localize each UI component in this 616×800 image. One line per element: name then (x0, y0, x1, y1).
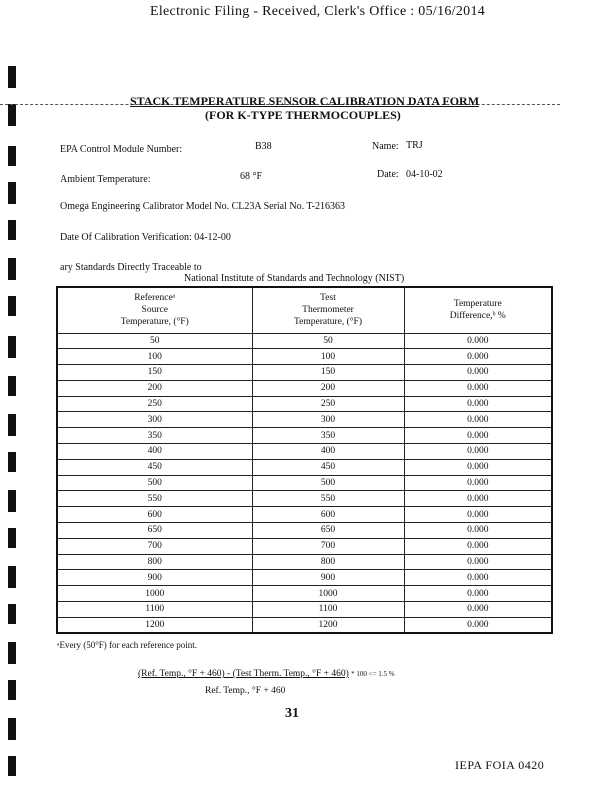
difference-cell: 0.000 (404, 365, 552, 381)
difference-cell: 0.000 (404, 380, 552, 396)
header-line: Temperature, (°F) (120, 317, 189, 328)
test-temperature-cell: 300 (252, 412, 404, 428)
reference-temperature-cell: 1100 (57, 602, 252, 618)
header-line: Difference,ᵇ % (449, 311, 506, 322)
test-temperature-cell: 100 (252, 349, 404, 365)
test-temperature-cell: 450 (252, 459, 404, 475)
reference-temperature-cell: 1200 (57, 617, 252, 633)
reference-temperature-cell: 900 (57, 570, 252, 586)
table-row (57, 396, 552, 412)
binding-mark (8, 718, 16, 740)
difference-cell: 0.000 (404, 523, 552, 539)
header-line: Thermometer (302, 305, 354, 316)
reference-temperature-cell: 150 (57, 365, 252, 381)
module-number-label: EPA Control Module Number: (60, 144, 183, 155)
test-temperature-cell: 500 (252, 475, 404, 491)
date-value: 04-10-02 (406, 169, 443, 180)
verification-date: Date Of Calibration Verification: 04-12-00 (60, 232, 231, 243)
binding-mark (8, 146, 16, 166)
reference-temperature-cell: 1000 (57, 586, 252, 602)
reference-temperature-cell: 400 (57, 444, 252, 460)
table-row (57, 602, 552, 618)
form-subtitle: (FOR K-TYPE THERMOCOUPLES) (205, 108, 401, 122)
reference-temperature-header (57, 287, 252, 333)
binding-mark (8, 756, 16, 776)
reference-temperature-cell: 350 (57, 428, 252, 444)
reference-temperature-cell: 50 (57, 333, 252, 349)
reference-temperature-cell: 700 (57, 538, 252, 554)
table-row (57, 538, 552, 554)
test-temperature-cell: 1000 (252, 586, 404, 602)
table-row (57, 617, 552, 633)
footnote: ᵃEvery (50°F) for each reference point. (57, 640, 197, 650)
test-temperature-cell: 350 (252, 428, 404, 444)
formula-numerator (138, 669, 395, 679)
table-row (57, 491, 552, 507)
difference-header (404, 287, 552, 333)
difference-cell: 0.000 (404, 475, 552, 491)
difference-cell: 0.000 (404, 444, 552, 460)
test-temperature-cell: 400 (252, 444, 404, 460)
binding-mark (8, 220, 16, 240)
header-line: Test (320, 293, 336, 304)
filing-stamp: Electronic Filing - Received, Clerk's Office : 05/16/2014 (150, 4, 486, 19)
test-temperature-cell: 250 (252, 396, 404, 412)
difference-cell: 0.000 (404, 554, 552, 570)
table-row (57, 523, 552, 539)
footer-id: IEPA FOIA 0420 (455, 758, 545, 772)
table-row (57, 459, 552, 475)
reference-temperature-cell: 250 (57, 396, 252, 412)
table-row (57, 412, 552, 428)
page-number: 31 (285, 706, 299, 721)
test-temperature-cell: 900 (252, 570, 404, 586)
test-temperature-cell: 650 (252, 523, 404, 539)
difference-cell: 0.000 (404, 396, 552, 412)
difference-cell: 0.000 (404, 412, 552, 428)
difference-cell: 0.000 (404, 459, 552, 475)
table-row (57, 380, 552, 396)
test-temperature-cell: 50 (252, 333, 404, 349)
reference-temperature-cell: 450 (57, 459, 252, 475)
difference-cell: 0.000 (404, 491, 552, 507)
reference-temperature-cell: 300 (57, 412, 252, 428)
test-temperature-cell: 800 (252, 554, 404, 570)
formula-denominator: Ref. Temp., °F + 460 (205, 686, 286, 696)
binding-mark (8, 490, 16, 512)
binding-mark (8, 104, 16, 126)
reference-temperature-cell: 100 (57, 349, 252, 365)
traceable-line-1: ary Standards Directly Traceable to (60, 262, 202, 273)
binding-mark (8, 336, 16, 358)
reference-temperature-cell: 550 (57, 491, 252, 507)
table-header-row (57, 287, 552, 333)
header-line: Temperature, (°F) (293, 317, 363, 328)
difference-cell: 0.000 (404, 602, 552, 618)
difference-cell: 0.000 (404, 507, 552, 523)
table-row (57, 428, 552, 444)
binding-mark (8, 566, 16, 588)
difference-cell: 0.000 (404, 570, 552, 586)
name-value: TRJ (406, 140, 423, 151)
difference-cell: 0.000 (404, 586, 552, 602)
difference-cell: 0.000 (404, 538, 552, 554)
binding-mark (8, 296, 16, 316)
difference-cell: 0.000 (404, 349, 552, 365)
binding-mark (8, 452, 16, 472)
test-temperature-cell: 150 (252, 365, 404, 381)
test-temperature-cell: 200 (252, 380, 404, 396)
table-row (57, 349, 552, 365)
table-row (57, 475, 552, 491)
header-line: Referenceᵃ (134, 293, 176, 304)
ambient-temperature-label: Ambient Temperature: (60, 174, 151, 185)
reference-temperature-cell: 650 (57, 523, 252, 539)
binding-mark (8, 66, 16, 88)
module-number-value: B38 (255, 141, 272, 152)
table-row (57, 365, 552, 381)
calibration-table (56, 286, 553, 634)
reference-temperature-cell: 500 (57, 475, 252, 491)
binding-mark (8, 604, 16, 624)
header-line: Temperature (453, 299, 502, 310)
difference-cell: 0.000 (404, 617, 552, 633)
test-temperature-cell: 600 (252, 507, 404, 523)
traceable-line-2: National Institute of Standards and Technology (NIST) (184, 273, 405, 284)
table-row (57, 333, 552, 349)
date-label: Date: (377, 169, 399, 180)
ambient-temperature-value: 68 °F (240, 171, 263, 182)
difference-cell: 0.000 (404, 428, 552, 444)
table-row (57, 444, 552, 460)
form-title: STACK TEMPERATURE SENSOR CALIBRATION DATA FORM (130, 94, 480, 108)
test-temperature-cell: 1200 (252, 617, 404, 633)
header-line: Source (141, 305, 168, 316)
test-temperature-header (252, 287, 404, 333)
table-row (57, 570, 552, 586)
binding-mark (8, 528, 16, 548)
binding-mark (8, 376, 16, 396)
test-temperature-cell: 550 (252, 491, 404, 507)
binding-mark (8, 680, 16, 700)
table-row (57, 586, 552, 602)
formula-numerator-text: (Ref. Temp., °F + 460) - (Test Therm. Temp., °F + 460) (138, 669, 349, 679)
table-row (57, 507, 552, 523)
binding-mark (8, 642, 16, 664)
test-temperature-cell: 1100 (252, 602, 404, 618)
reference-temperature-cell: 800 (57, 554, 252, 570)
calibrator-info: Omega Engineering Calibrator Model No. CL23A Serial No. T-216363 (60, 201, 345, 212)
test-temperature-cell: 700 (252, 538, 404, 554)
table-row (57, 554, 552, 570)
binding-mark (8, 182, 16, 204)
reference-temperature-cell: 600 (57, 507, 252, 523)
difference-cell: 0.000 (404, 333, 552, 349)
reference-temperature-cell: 200 (57, 380, 252, 396)
binding-mark (8, 414, 16, 436)
formula-tail: * 100 <= 1.5 % (351, 670, 395, 678)
name-label: Name: (372, 141, 399, 152)
binding-mark (8, 258, 16, 280)
